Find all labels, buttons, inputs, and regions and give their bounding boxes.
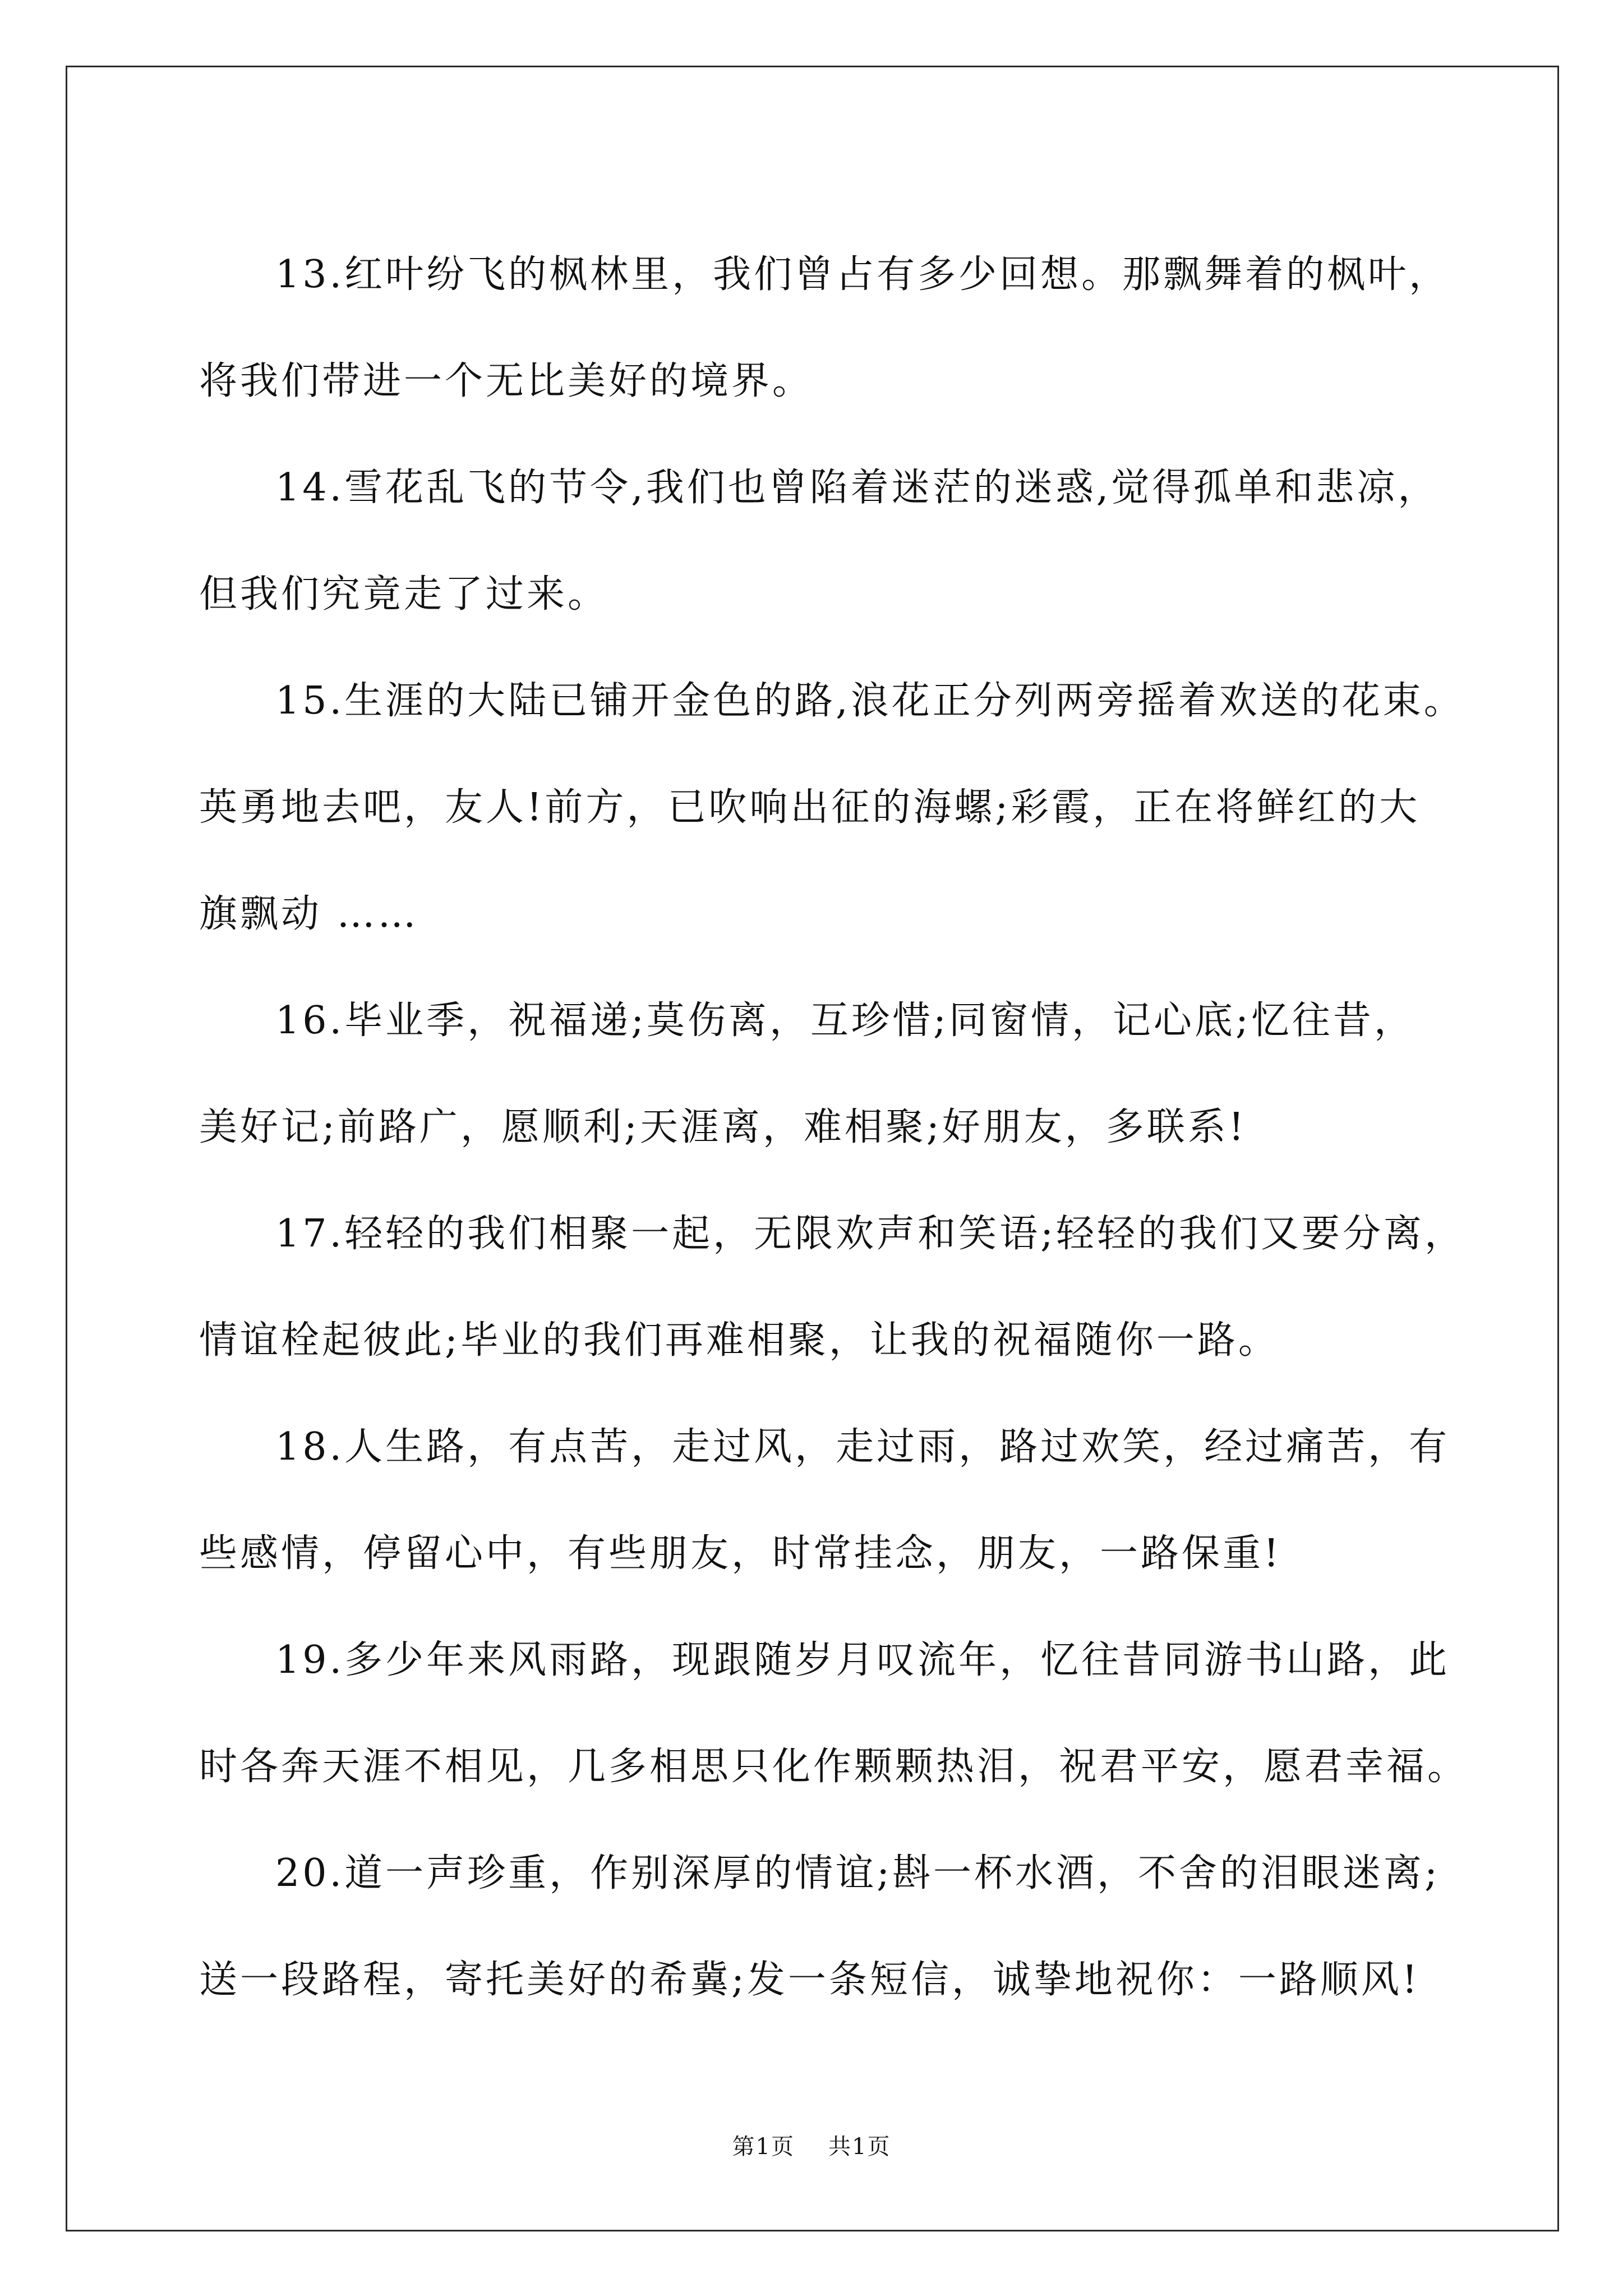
paragraph-line: 19.多少年来风雨路，现跟随岁月叹流年，忆往昔同游书山路，此: [275, 1638, 1450, 1682]
paragraph-line: 将我们带进一个无比美好的境界。: [199, 359, 814, 403]
page-footer: [0, 2129, 1623, 2161]
paragraph-line: 英勇地去吧，友人!前方，已吹响出征的海螺;彩霞，正在将鲜红的大: [199, 785, 1421, 830]
document-body: [199, 222, 1469, 2033]
paragraph-line: 些感情，停留心中，有些朋友，时常挂念，朋友，一路保重!: [199, 1531, 1282, 1576]
paragraph-line: 17.轻轻的我们相聚一起，无限欢声和笑语;轻轻的我们又要分离，: [275, 1212, 1466, 1256]
paragraph-line: 时各奔天涯不相见，几多相思只化作颗颗热泪，祝君平安，愿君幸福。: [199, 1745, 1469, 1789]
paragraph-line: 旗飘动 ……: [199, 892, 419, 936]
paragraph-line: 18.人生路，有点苦，走过风，走过雨，路过欢笑，经过痛苦，有: [275, 1425, 1450, 1469]
paragraph-line: 美好记;前路广，愿顺利;天涯离，难相聚;好朋友，多联系!: [199, 1105, 1247, 1149]
paragraph: [199, 1394, 1450, 1607]
paragraph-line: 但我们究竟走了过来。: [199, 572, 609, 616]
paragraph: [199, 968, 1438, 1181]
page-number-total: 共1页: [828, 2134, 891, 2160]
paragraph-line: 14.雪花乱飞的节令,我们也曾陷着迷茫的迷惑,觉得孤单和悲凉，: [275, 466, 1439, 510]
paragraph-line: 情谊栓起彼此;毕业的我们再难相聚，让我的祝福随你一路。: [199, 1318, 1279, 1363]
paragraph-line: 15.生涯的大陆已铺开金色的路,浪花正分列两旁摇着欢送的花束。: [275, 679, 1465, 723]
paragraph-line: 13.红叶纷飞的枫林里，我们曾占有多少回想。那飘舞着的枫叶，: [275, 252, 1450, 297]
page-number-current: 第1页: [732, 2134, 795, 2160]
paragraph-line: 20.道一声珍重，作别深厚的情谊;斟一杯水酒，不舍的泪眼迷离;: [275, 1851, 1440, 1895]
paragraph: [199, 222, 1450, 435]
paragraph-line: 送一段路程，寄托美好的希冀;发一条短信，诚挚地祝你：一路顺风!: [199, 1958, 1421, 2002]
paragraph: [199, 648, 1465, 968]
paragraph-line: 16.毕业季，祝福递;莫伤离，互珍惜;同窗情，记心底;忆往昔，: [275, 999, 1415, 1043]
paragraph: [199, 435, 1438, 648]
paragraph: [199, 1607, 1469, 1820]
paragraph: [199, 1820, 1438, 2033]
paragraph: [199, 1181, 1466, 1394]
